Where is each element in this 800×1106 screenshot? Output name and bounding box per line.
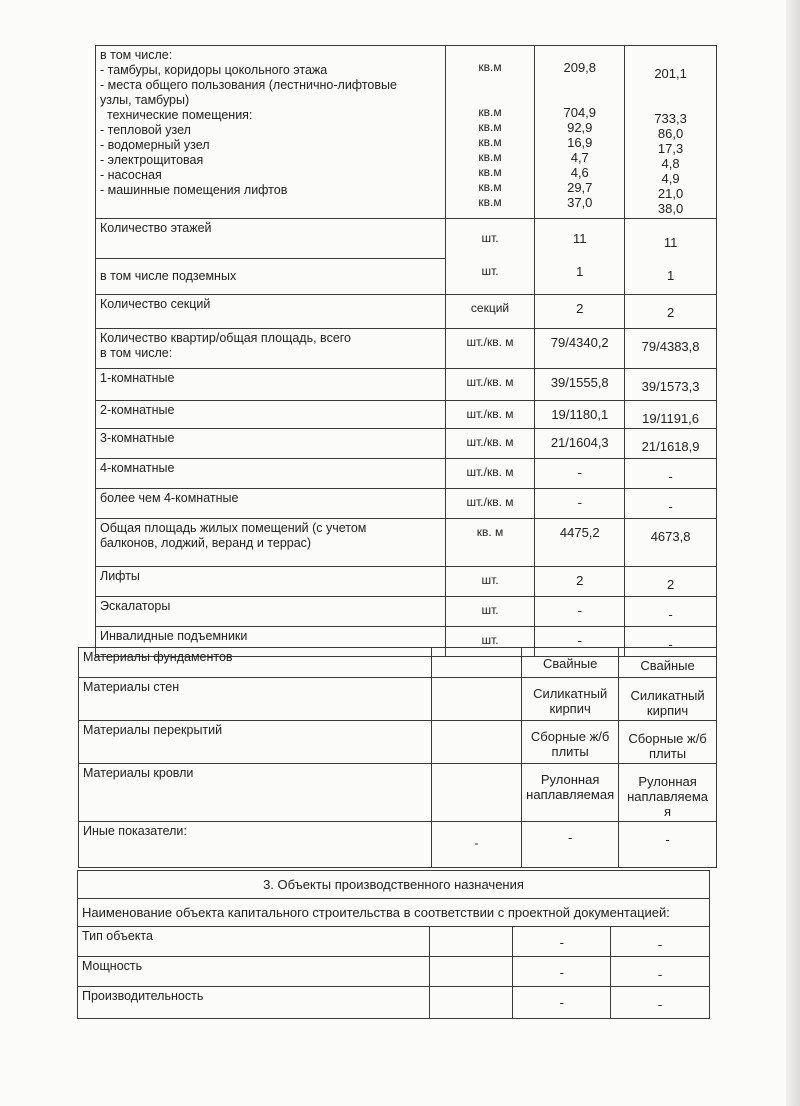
row-unit: шт. (445, 567, 535, 597)
line: - машинные помещения лифтов (100, 183, 288, 197)
row-label: 2-комнатные (96, 401, 446, 429)
line (450, 90, 531, 105)
row-unit: шт./кв. м (445, 489, 535, 519)
line: 37,0 (567, 195, 593, 210)
line (629, 96, 712, 111)
table-row (96, 219, 717, 259)
line: 704,9 (563, 105, 597, 120)
row-project-value: - (522, 822, 619, 868)
line (539, 90, 620, 105)
line: узлы, тамбуры) (100, 93, 190, 107)
industrial-objects-table (77, 870, 710, 1019)
underground-unit: шт. (481, 264, 499, 278)
premises-project-lines (539, 60, 620, 210)
table-row (96, 567, 717, 597)
table-row (96, 329, 717, 369)
row-label: Материалы фундаментов (79, 648, 432, 678)
table-row (79, 822, 717, 868)
line: - насосная (100, 168, 162, 182)
floors-unit-cell (445, 219, 535, 295)
row-actual-value: - (619, 822, 717, 868)
line: 38,0 (657, 201, 684, 216)
table-row (96, 519, 717, 567)
line (539, 75, 620, 90)
table-row (78, 899, 710, 927)
table-row (96, 46, 717, 219)
row-label: более чем 4-комнатные (96, 489, 446, 519)
row-project-value: 79/4340,2 (535, 329, 625, 369)
row-unit: шт. (445, 597, 535, 627)
row-actual-value: 39/1573,3 (625, 369, 717, 401)
row-unit (431, 678, 522, 721)
table-row (79, 764, 717, 822)
underground-actual: 1 (666, 268, 675, 283)
table-row (79, 721, 717, 764)
line: 4,7 (570, 150, 589, 165)
row-project-value: Сборные ж/б плиты (522, 721, 619, 764)
table-row (78, 957, 710, 987)
table-row (96, 369, 717, 401)
floors-unit: шт. (481, 231, 499, 245)
row-actual-value: 21/1618,9 (625, 429, 717, 459)
row-unit: шт./кв. м (445, 429, 535, 459)
line: - водомерный узел (100, 138, 210, 152)
row-unit: шт./кв. м (445, 369, 535, 401)
row-unit (429, 987, 513, 1019)
row-project-value: - (513, 927, 611, 957)
line: кв.м (478, 180, 502, 194)
underground-project: 1 (576, 264, 584, 279)
row-label: Материалы стен (79, 678, 432, 721)
residential-indicators-table (95, 45, 717, 657)
line: в том числе: (100, 48, 173, 62)
row-actual-value: 79/4383,8 (625, 329, 717, 369)
row-label: Производительность (78, 987, 430, 1019)
row-project-value: Силикатный кирпич (522, 678, 619, 721)
row-actual-value: 2 (625, 295, 717, 329)
row-label: Лифты (96, 567, 446, 597)
line: 4,8 (661, 156, 680, 171)
floors-actual-cell (625, 219, 717, 295)
table-row (96, 429, 717, 459)
row-project-value: 4475,2 (535, 519, 625, 567)
row-project-value: 21/1604,3 (535, 429, 625, 459)
row-actual-value: 2 (625, 567, 717, 597)
object-name-row: Наименование объекта капитального строительства в соответствии с проектной документацией: (78, 899, 710, 927)
row-actual-value: - (611, 927, 710, 957)
line: - электрощитовая (100, 153, 204, 167)
line: кв.м (478, 135, 502, 149)
row-actual-value: Рулонная наплавляема я (619, 764, 717, 822)
line: 209,8 (563, 60, 597, 75)
underground-label: в том числе подземных (96, 259, 446, 295)
row-actual-value: 4673,8 (625, 519, 717, 567)
row-unit: шт./кв. м (445, 329, 535, 369)
row-project-value: - (513, 957, 611, 987)
row-unit (431, 721, 522, 764)
table-row (78, 987, 710, 1019)
row-label: Эскалаторы (96, 597, 446, 627)
floors-project-cell (535, 219, 625, 295)
table-row (96, 597, 717, 627)
row-label: 4-комнатные (96, 459, 446, 489)
table-row (96, 401, 717, 429)
premises-unit-lines (450, 60, 531, 210)
line (629, 81, 712, 96)
row-actual-value: - (625, 597, 717, 627)
row-unit: секций (445, 295, 535, 329)
row-label: Материалы кровли (79, 764, 432, 822)
table-row (78, 871, 710, 899)
row-unit (429, 927, 513, 957)
row-actual-value: - (611, 987, 710, 1019)
row-project-value: 2 (535, 567, 625, 597)
line: 17,3 (657, 141, 684, 156)
row-label: Мощность (78, 957, 430, 987)
premises-actual-cell (625, 46, 717, 219)
row-label: 3-комнатные (96, 429, 446, 459)
line: технические помещения: (100, 108, 253, 122)
row-actual-value: Силикатный кирпич (619, 678, 717, 721)
row-project-value: - (535, 489, 625, 519)
row-actual-value: - (625, 459, 717, 489)
line (450, 75, 531, 90)
row-project-value: 19/1180,1 (535, 401, 625, 429)
row-unit: кв. м (445, 519, 535, 567)
row-project-value: Рулонная наплавляемая (522, 764, 619, 822)
premises-label-cell (96, 46, 446, 219)
row-unit: шт./кв. м (445, 401, 535, 429)
line: кв.м (478, 165, 502, 179)
premises-actual-lines (629, 66, 712, 216)
row-label: Общая площадь жилых помещений (с учетом балконов, лоджий, веранд и террас) (96, 519, 446, 567)
table-row (96, 489, 717, 519)
line: 4,6 (570, 165, 589, 180)
line: 21,0 (657, 186, 684, 201)
row-actual-value: Свайные (619, 648, 717, 678)
table-row (96, 295, 717, 329)
row-label: Инвалидные подъемники (96, 627, 446, 657)
line: 92,9 (567, 120, 593, 135)
row-unit: - (431, 822, 522, 868)
row-actual-value: Сборные ж/б плиты (619, 721, 717, 764)
row-label: Количество квартир/общая площадь, всего в том числе: (96, 329, 446, 369)
row-project-value: - (535, 627, 625, 657)
line: 201,1 (654, 66, 687, 81)
row-unit: шт. (445, 627, 535, 657)
line: - места общего пользования (лестнично-лифтовые (100, 78, 397, 92)
row-label: Иные показатели: (79, 822, 432, 868)
line: кв.м (478, 195, 502, 209)
line: - тамбуры, коридоры цокольного этажа (100, 63, 328, 77)
line: - тепловой узел (100, 123, 191, 137)
row-label: 1-комнатные (96, 369, 446, 401)
row-unit (429, 957, 513, 987)
row-unit (431, 764, 522, 822)
floors-actual: 11 (663, 235, 678, 250)
row-label: Количество секций (96, 295, 446, 329)
table-row (79, 678, 717, 721)
line: 733,3 (654, 111, 687, 126)
line: 29,7 (567, 180, 593, 195)
row-project-value: Свайные (522, 648, 619, 678)
row-project-value: - (535, 597, 625, 627)
line: 16,9 (567, 135, 593, 150)
row-project-value: - (535, 459, 625, 489)
premises-label-lines (100, 48, 441, 198)
row-project-value: 2 (535, 295, 625, 329)
premises-unit-cell (445, 46, 535, 219)
floors-label: Количество этажей (96, 219, 446, 259)
line: 86,0 (657, 126, 684, 141)
row-unit: шт./кв. м (445, 459, 535, 489)
row-label: Тип объекта (78, 927, 430, 957)
table-row (78, 927, 710, 957)
row-actual-value: 19/1191,6 (625, 401, 717, 429)
line: кв.м (478, 60, 502, 74)
line: кв.м (478, 105, 502, 119)
row-actual-value: - (611, 957, 710, 987)
table-row (96, 459, 717, 489)
row-unit (431, 648, 522, 678)
line: 4,9 (661, 171, 680, 186)
section-title: 3. Объекты производственного назначения (78, 871, 710, 899)
table-row (79, 648, 717, 678)
line: кв.м (478, 150, 502, 164)
line: кв.м (478, 120, 502, 134)
row-project-value: - (513, 987, 611, 1019)
row-actual-value: - (625, 627, 717, 657)
premises-project-cell (535, 46, 625, 219)
row-label: Материалы перекрытий (79, 721, 432, 764)
row-project-value: 39/1555,8 (535, 369, 625, 401)
floors-project: 11 (573, 231, 587, 246)
materials-table (78, 647, 717, 868)
row-actual-value: - (625, 489, 717, 519)
